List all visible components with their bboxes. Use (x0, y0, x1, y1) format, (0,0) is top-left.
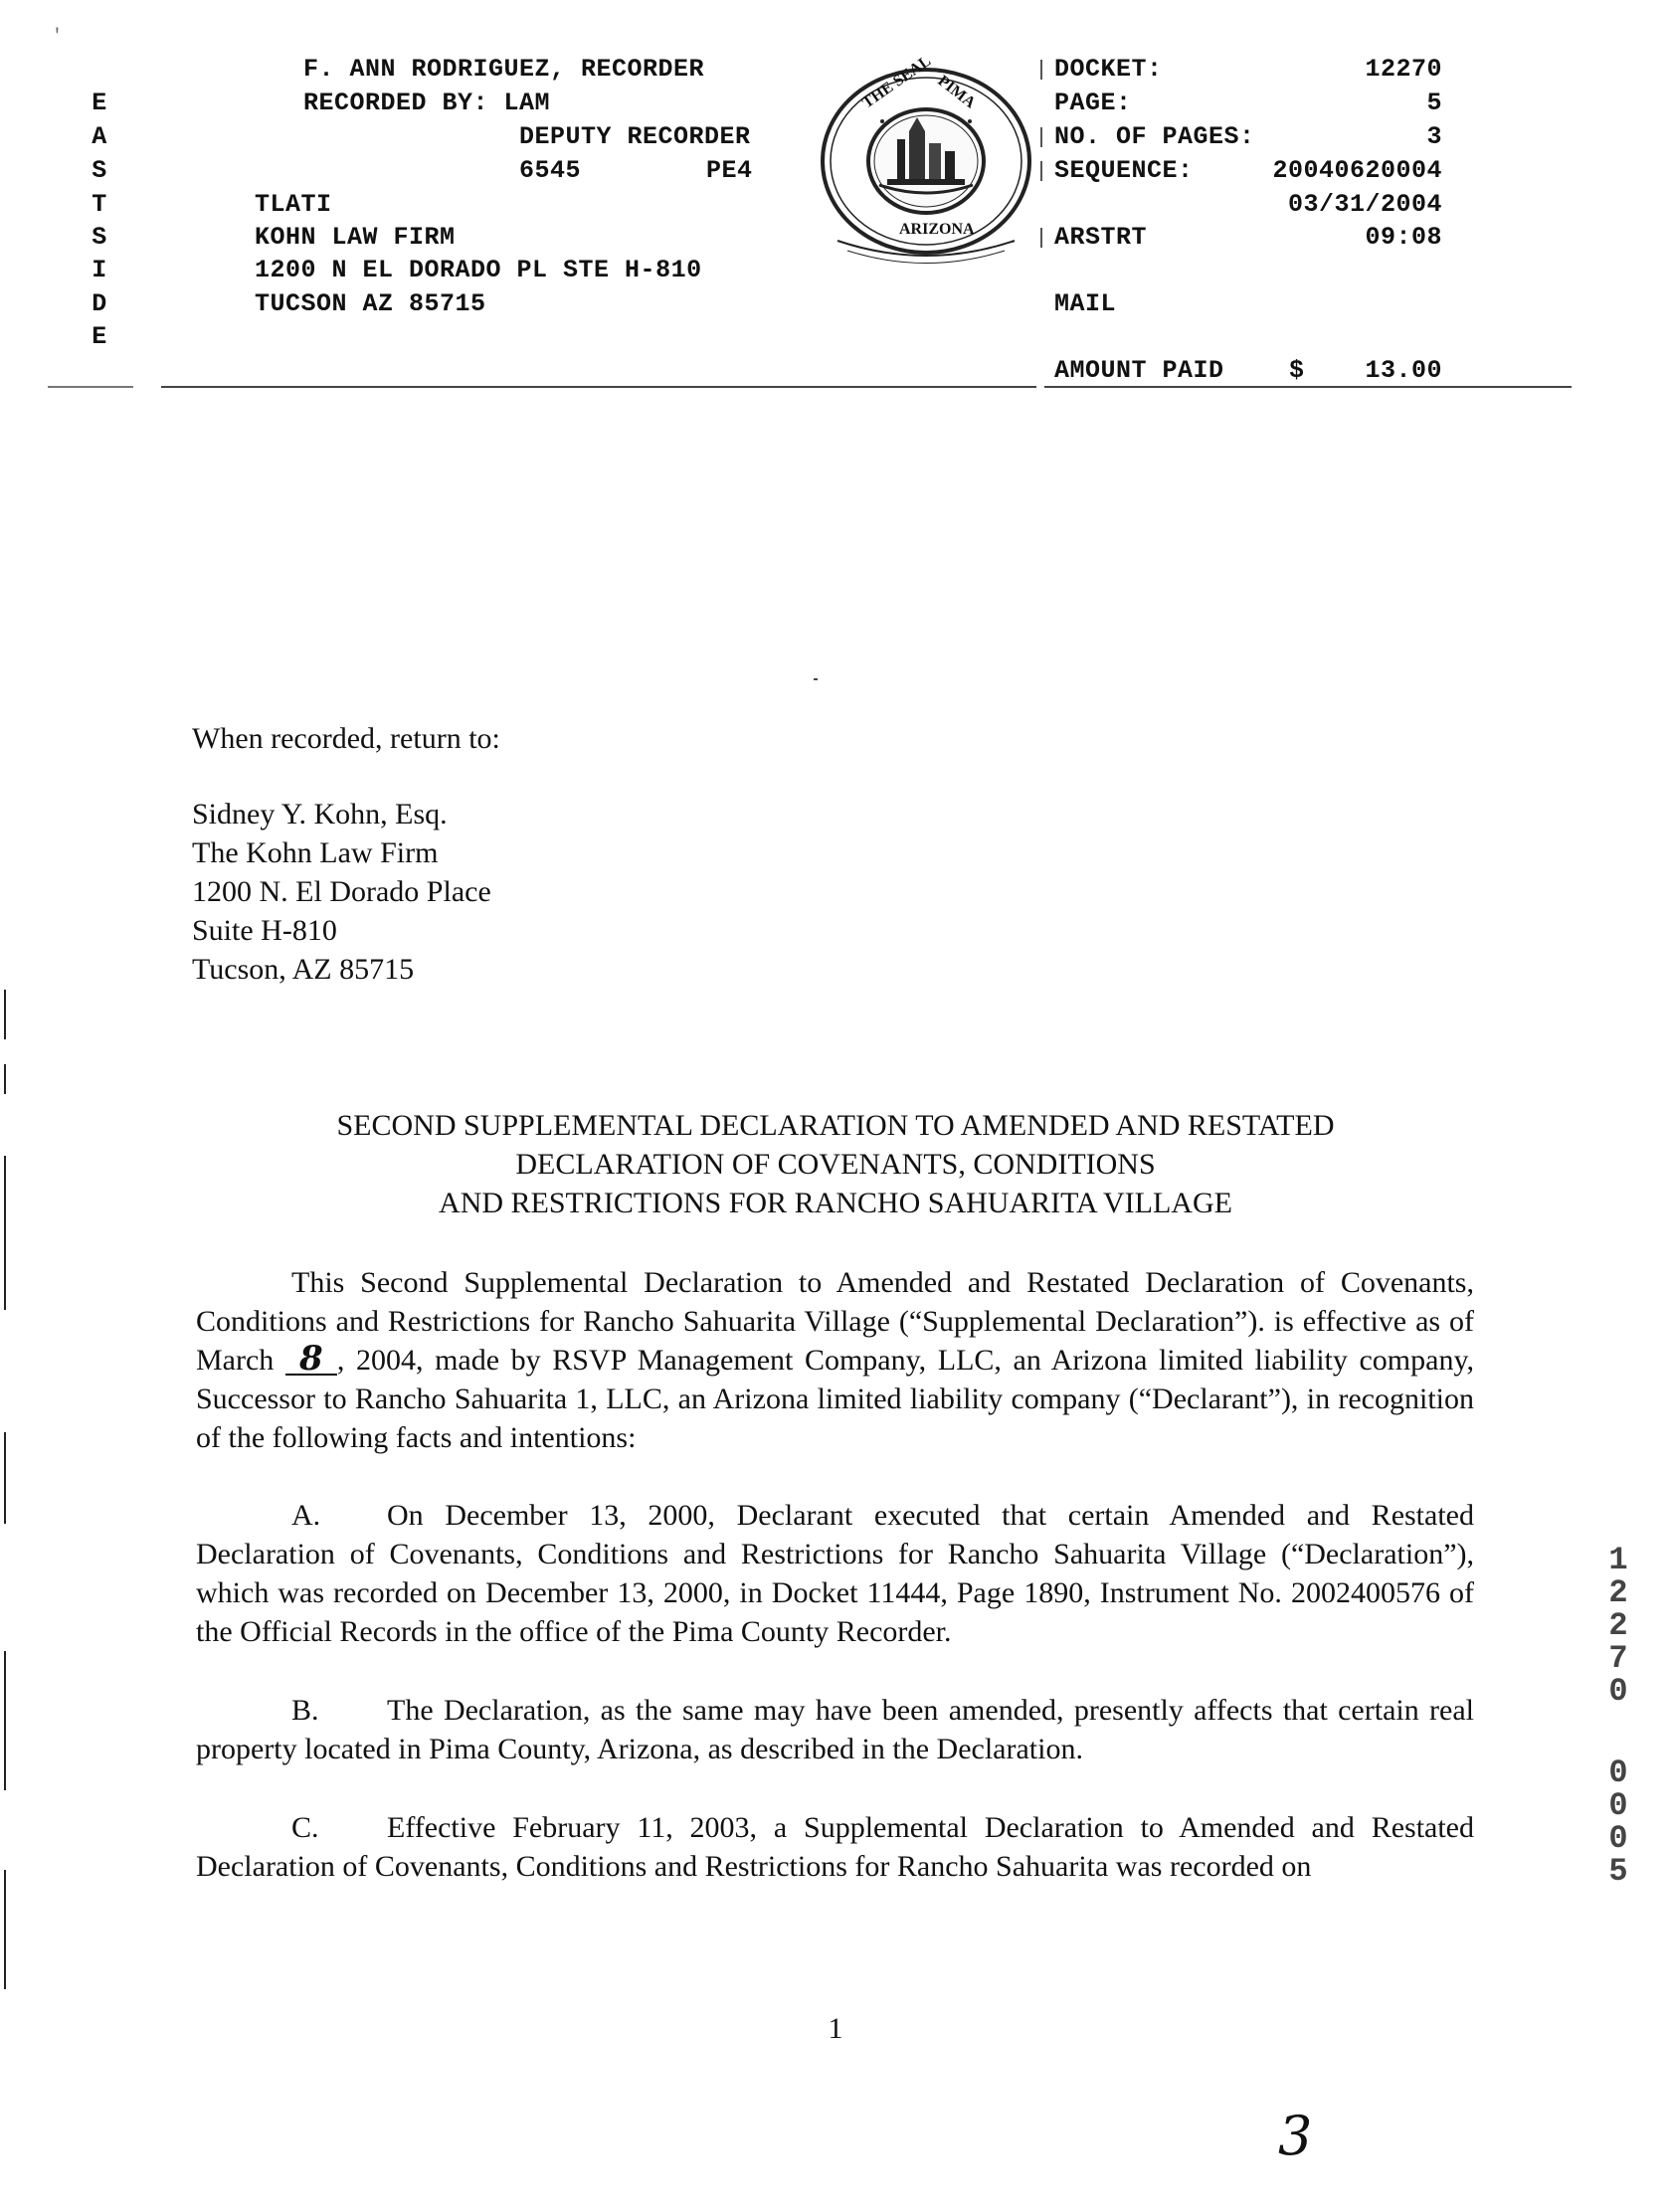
stamp-digit: 7 (1608, 1640, 1628, 1677)
document-title (159, 1106, 1512, 1222)
divider-mark (1040, 60, 1042, 80)
divider-mark (1040, 228, 1042, 248)
intro-paragraph (196, 1263, 1474, 1457)
stamp-digit: 0 (1608, 1787, 1628, 1824)
sequence-label: SEQUENCE: (1054, 156, 1194, 185)
stamp-letter: A (92, 122, 107, 151)
filer-street: 1200 N EL DORADO PL STE H-810 (255, 256, 702, 284)
record-date: 03/31/2004 (1287, 190, 1442, 219)
filer-code: TLATI (255, 190, 332, 219)
sequence-value: 20040620004 (1272, 156, 1442, 185)
stamp-letter: E (92, 322, 107, 351)
divider-mark (1040, 127, 1042, 147)
page-number: 1 (828, 2012, 843, 2045)
mail-label: MAIL (1054, 289, 1117, 318)
title-line: SECOND SUPPLEMENTAL DECLARATION TO AMENDED AND RESTATED (336, 1109, 1335, 1142)
recital-c (196, 1808, 1474, 1886)
scan-mark: ' (52, 27, 64, 47)
stamp-letter: S (92, 156, 107, 185)
amount-value: 13.00 (1365, 356, 1442, 385)
return-line: The Kohn Law Firm (192, 836, 439, 869)
handwritten-page-number: 3 (1278, 2105, 1313, 2167)
header-rule-left (161, 386, 1036, 388)
recital-b (196, 1691, 1474, 1768)
binding-line (4, 1870, 6, 1989)
handwritten-day: 8 (285, 1344, 337, 1376)
header-rule-stub (48, 386, 133, 388)
stamp-letter: T (92, 190, 107, 219)
recital-text: Effective February 11, 2003, a Supplemental Declaration to Amended and Restated Declaration of Covenants, Conditions and Restrictions for Rancho Sahuarita was recorded on (196, 1811, 1474, 1883)
stamp-letter: I (92, 256, 107, 284)
stamp-letter: E (92, 89, 107, 117)
pages-label: NO. OF PAGES: (1054, 122, 1255, 151)
recital-label: B. (291, 1694, 319, 1727)
recital-label: C. (291, 1811, 319, 1844)
intro-text-after: , 2004, made by RSVP Management Company, LLC, an Arizona limited liability company, Successor to Rancho Sahuarita 1, LLC, an Arizona limited liability company (“Declarant”), in recognition of the following facts and intentions: (196, 1344, 1474, 1454)
recital-label: A. (291, 1499, 321, 1532)
amount-label: AMOUNT PAID (1054, 356, 1224, 385)
title-line: DECLARATION OF COVENANTS, CONDITIONS (515, 1148, 1156, 1181)
deputy-code: PE4 (706, 156, 753, 185)
intro-text-before: This Second Supplemental Declaration to Amended and Restated Declaration of Covenants, Conditions and Restrictions for Rancho Sahuarita Village (“Supplemental Declaration”). is effective as of March (196, 1266, 1474, 1377)
return-line: Sidney Y. Kohn, Esq. (192, 798, 448, 830)
docket-value: 12270 (1365, 55, 1442, 84)
stamp-digit: 0 (1608, 1754, 1628, 1791)
stamp-digit: 2 (1608, 1574, 1628, 1611)
arstrt-label: ARSTRT (1054, 223, 1148, 252)
seal-text-bottom: ARIZONA (899, 221, 975, 238)
page-label: PAGE: (1054, 89, 1132, 117)
stamp-digit: 0 (1608, 1673, 1628, 1710)
return-line: 1200 N. El Dorado Place (192, 875, 491, 908)
divider-mark (1040, 161, 1042, 181)
record-time: 09:08 (1365, 223, 1442, 252)
binding-line (4, 990, 6, 1039)
binding-line (4, 1156, 6, 1310)
binding-line (4, 1064, 6, 1094)
header-rule-right (1044, 386, 1572, 388)
recital-a (196, 1496, 1474, 1651)
amount-currency: $ (1289, 356, 1305, 385)
return-intro: When recorded, return to: (192, 722, 500, 755)
stamp-digit: 5 (1608, 1853, 1628, 1890)
page-value: 5 (1426, 89, 1442, 117)
return-line: Suite H-810 (192, 914, 337, 947)
pages-value: 3 (1426, 122, 1442, 151)
stamp-letter: D (92, 289, 107, 318)
return-line: Tucson, AZ 85715 (192, 953, 415, 986)
recorded-by: RECORDED BY: LAM (303, 89, 551, 117)
deputy-recorder: DEPUTY RECORDER (519, 122, 751, 151)
binding-line (4, 1432, 6, 1524)
binding-line (4, 1651, 6, 1790)
stamp-digit: 2 (1608, 1607, 1628, 1644)
deputy-number: 6545 (519, 156, 582, 185)
filer-city: TUCSON AZ 85715 (255, 289, 486, 318)
scan-dot (814, 678, 818, 680)
recital-text: The Declaration, as the same may have been amended, presently affects that certain real property located in Pima County, Arizona, as described in the Declaration. (196, 1694, 1474, 1765)
filer-name: KOHN LAW FIRM (255, 223, 456, 252)
title-line: AND RESTRICTIONS FOR RANCHO SAHUARITA VILLAGE (439, 1187, 1232, 1219)
recorder-name: F. ANN RODRIGUEZ, RECORDER (303, 55, 705, 84)
stamp-digit: 0 (1608, 1820, 1628, 1857)
stamp-letter: S (92, 223, 107, 252)
recital-text: On December 13, 2000, Declarant executed that certain Amended and Restated Declaration of Covenants, Conditions and Restrictions for Rancho Sahuarita Village (“Declaration”), which was recorded on December 13, 2000, in Docket 11444, Page 1890, Instrument No. 2002400576 of the Official Records in the office of the Pima County Recorder. (196, 1499, 1474, 1648)
return-address (192, 795, 491, 989)
seal-text-top: THE SEAL (859, 52, 934, 112)
docket-label: DOCKET: (1054, 55, 1163, 84)
county-seal (818, 52, 1034, 278)
seal-text-right: PIMA (934, 72, 979, 112)
stamp-digit: 1 (1608, 1542, 1628, 1578)
